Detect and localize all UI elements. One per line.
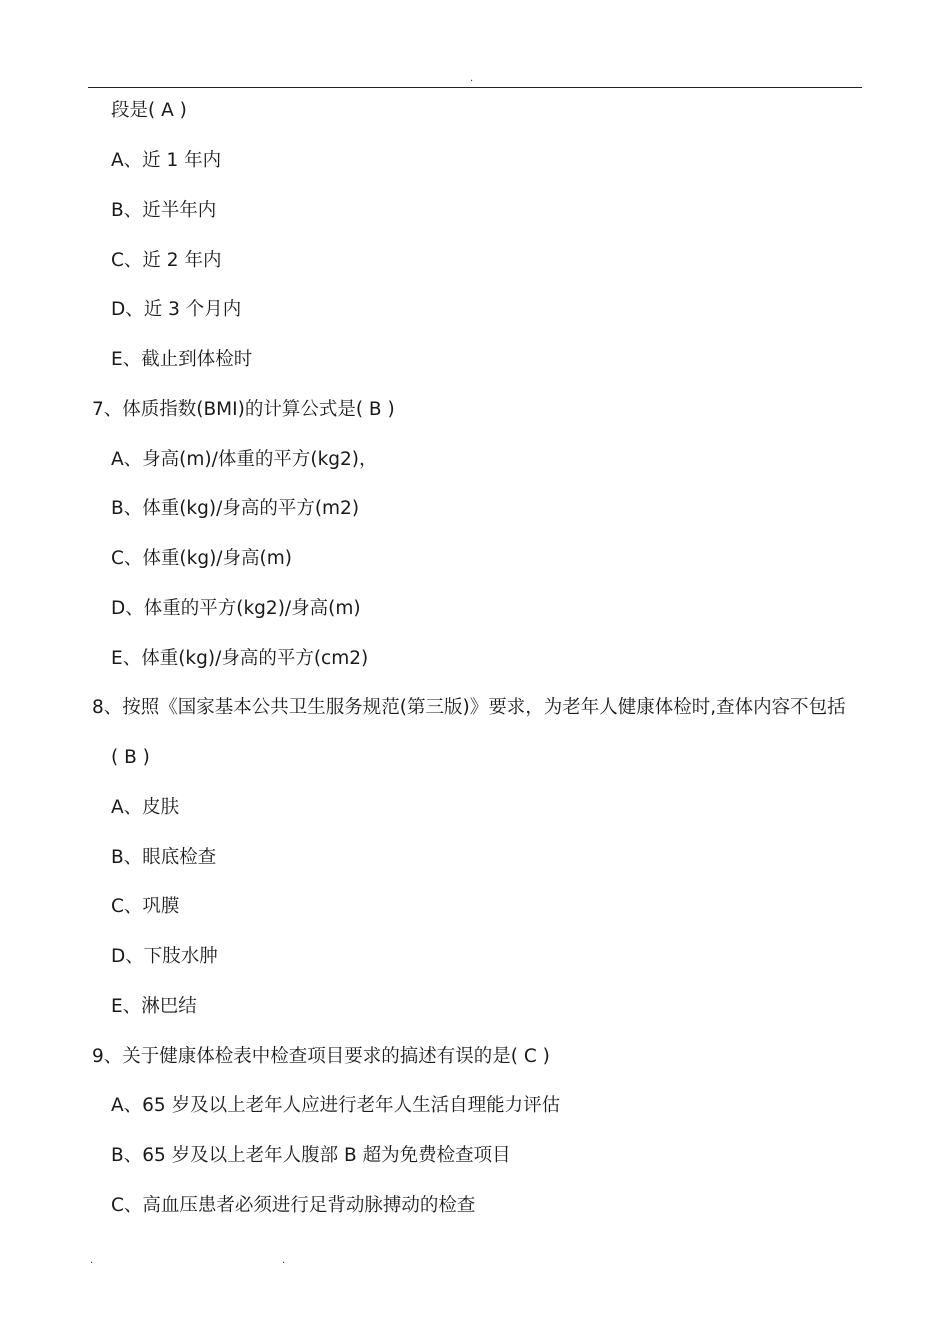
option-c: C、体重(kg)/身高(m) bbox=[111, 548, 292, 569]
option-c: C、高血压患者必须进行足背动脉搏动的检查 bbox=[111, 1195, 476, 1216]
option-d: D、下肢水肿 bbox=[111, 946, 218, 967]
text-line-continuation: 段是( A ) bbox=[111, 100, 187, 121]
option-e: E、淋巴结 bbox=[111, 996, 197, 1017]
option-a: A、近 1 年内 bbox=[111, 150, 222, 171]
option-c: C、巩膜 bbox=[111, 896, 180, 917]
option-e: E、截止到体检时 bbox=[111, 349, 253, 370]
option-d: D、近 3 个月内 bbox=[111, 299, 242, 320]
option-c: C、近 2 年内 bbox=[111, 250, 222, 271]
option-a: A、65 岁及以上老年人应进行老年人生活自理能力评估 bbox=[111, 1095, 561, 1116]
footer-mark-left: . bbox=[90, 1255, 94, 1266]
header-mark: . bbox=[470, 73, 474, 84]
option-b: B、65 岁及以上老年人腹部 B 超为免费检查项目 bbox=[111, 1145, 511, 1166]
option-a: A、身高(m)/体重的平方(kg2)， bbox=[111, 449, 378, 470]
option-b: B、近半年内 bbox=[111, 200, 217, 221]
option-d: D、体重的平方(kg2)/身高(m) bbox=[111, 598, 361, 619]
option-b: B、眼底检查 bbox=[111, 847, 217, 868]
option-b: B、体重(kg)/身高的平方(m2) bbox=[111, 498, 360, 519]
question-9: 9、关于健康体检表中检查项目要求的搞述有误的是( C ) bbox=[92, 1046, 550, 1067]
question-8-answer: ( B ) bbox=[111, 747, 150, 768]
question-7: 7、体质指数(BMI)的计算公式是( B ) bbox=[92, 399, 395, 420]
question-8: 8、按照《国家基本公共卫生服务规范(第三版)》要求，为老年人健康体检时,查体内容不包括 bbox=[92, 697, 846, 718]
option-e: E、体重(kg)/身高的平方(cm2) bbox=[111, 648, 369, 669]
footer-mark-right: . bbox=[282, 1255, 286, 1266]
header-rule bbox=[88, 87, 862, 88]
option-a: A、皮肤 bbox=[111, 797, 180, 818]
